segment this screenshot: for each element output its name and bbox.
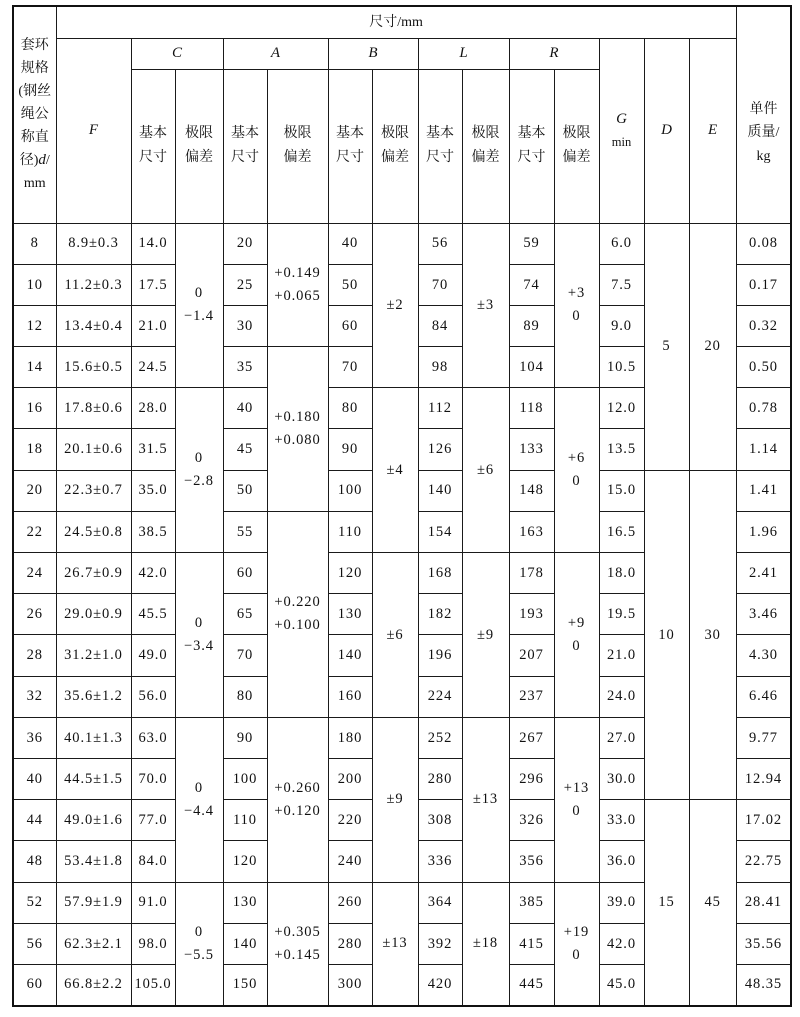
B-basic-cell: 300 xyxy=(328,964,372,1005)
spec-d-cell: 10 xyxy=(13,264,56,305)
G-header xyxy=(599,38,644,223)
unit-mass-cell: 1.41 xyxy=(736,470,791,511)
C-basic-header xyxy=(131,69,175,223)
limit-deviation-label: 极限偏差 xyxy=(562,126,591,165)
spec-d-cell: 48 xyxy=(13,841,56,882)
B-basic-header xyxy=(328,69,372,223)
spec-d-cell: 40 xyxy=(13,758,56,799)
E-cell: 30 xyxy=(689,470,736,800)
B-basic-cell: 50 xyxy=(328,264,372,305)
G-min-cell: 9.0 xyxy=(599,305,644,346)
B-basic-cell: 280 xyxy=(328,923,372,964)
A-basic-cell: 25 xyxy=(223,264,267,305)
table-row xyxy=(13,223,791,264)
G-min-cell: 12.0 xyxy=(599,388,644,429)
basic-size-label: 基本尺寸 xyxy=(517,126,546,165)
A-group-header xyxy=(223,38,328,69)
A-deviation-cell xyxy=(267,511,328,717)
A-basic-cell: 30 xyxy=(223,305,267,346)
A-basic-cell: 80 xyxy=(223,676,267,717)
B-basic-cell: 40 xyxy=(328,223,372,264)
spec-header xyxy=(13,6,56,223)
F-cell: 26.7±0.9 xyxy=(56,553,131,594)
C-basic-cell: 14.0 xyxy=(131,223,175,264)
A-deviation-lower: +0.065 xyxy=(274,287,321,304)
unit-mass-cell: 0.08 xyxy=(736,223,791,264)
F-cell: 35.6±1.2 xyxy=(56,676,131,717)
L-basic-cell: 56 xyxy=(418,223,462,264)
table-body xyxy=(13,223,791,1006)
C-deviation-upper: 0 xyxy=(194,450,204,467)
B-basic-cell: 140 xyxy=(328,635,372,676)
B-basic-cell: 90 xyxy=(328,429,372,470)
C-basic-cell: 70.0 xyxy=(131,758,175,799)
L-deviation-header xyxy=(462,69,509,223)
G-label: G xyxy=(616,110,627,127)
spec-d-cell: 14 xyxy=(13,347,56,388)
L-basic-cell: 126 xyxy=(418,429,462,470)
header-row xyxy=(13,38,791,69)
A-basic-cell: 50 xyxy=(223,470,267,511)
A-basic-cell: 130 xyxy=(223,882,267,923)
R-deviation-cell xyxy=(554,388,599,553)
C-basic-cell: 21.0 xyxy=(131,305,175,346)
dimensions-header xyxy=(56,6,736,38)
unit-mass-header-line: 单件 xyxy=(749,101,778,117)
R-basic-cell: 445 xyxy=(509,964,554,1005)
dimensions-label: 尺寸/mm xyxy=(369,14,423,30)
A-deviation-lower: +0.080 xyxy=(274,431,321,448)
basic-size-label: 基本尺寸 xyxy=(231,126,259,165)
R-basic-cell: 148 xyxy=(509,470,554,511)
A-group-label: A xyxy=(270,45,281,61)
C-group-header xyxy=(131,38,223,69)
B-deviation-cell: ±2 xyxy=(372,223,418,388)
A-deviation-upper: +0.220 xyxy=(274,594,321,611)
R-basic-cell: 326 xyxy=(509,800,554,841)
L-basic-cell: 364 xyxy=(418,882,462,923)
unit-mass-cell: 17.02 xyxy=(736,800,791,841)
unit-mass-cell: 9.77 xyxy=(736,717,791,758)
spec-d-cell: 16 xyxy=(13,388,56,429)
A-basic-cell: 90 xyxy=(223,717,267,758)
G-min-cell: 6.0 xyxy=(599,223,644,264)
R-deviation-cell xyxy=(554,553,599,718)
G-min-cell: 24.0 xyxy=(599,676,644,717)
C-basic-cell: 49.0 xyxy=(131,635,175,676)
spec-d-cell: 12 xyxy=(13,305,56,346)
spec-symbol: d xyxy=(38,152,46,169)
C-basic-cell: 42.0 xyxy=(131,553,175,594)
R-deviation-cell xyxy=(554,882,599,1006)
C-deviation-cell xyxy=(175,553,223,718)
basic-size-label: 基本尺寸 xyxy=(139,126,167,165)
R-deviation-upper: +6 xyxy=(567,450,586,467)
C-basic-cell: 91.0 xyxy=(131,882,175,923)
F-cell: 57.9±1.9 xyxy=(56,882,131,923)
C-basic-cell: 17.5 xyxy=(131,264,175,305)
L-basic-cell: 308 xyxy=(418,800,462,841)
L-basic-cell: 420 xyxy=(418,964,462,1005)
B-basic-cell: 240 xyxy=(328,841,372,882)
B-basic-cell: 220 xyxy=(328,800,372,841)
B-basic-cell: 60 xyxy=(328,305,372,346)
B-deviation-cell: ±4 xyxy=(372,388,418,553)
C-basic-cell: 98.0 xyxy=(131,923,175,964)
R-basic-cell: 207 xyxy=(509,635,554,676)
R-basic-cell: 163 xyxy=(509,511,554,552)
L-basic-cell: 70 xyxy=(418,264,462,305)
C-deviation-upper: 0 xyxy=(194,923,204,940)
unit-mass-cell: 28.41 xyxy=(736,882,791,923)
L-basic-cell: 224 xyxy=(418,676,462,717)
B-basic-cell: 110 xyxy=(328,511,372,552)
A-basic-cell: 20 xyxy=(223,223,267,264)
C-basic-cell: 31.5 xyxy=(131,429,175,470)
F-cell: 11.2±0.3 xyxy=(56,264,131,305)
L-basic-cell: 392 xyxy=(418,923,462,964)
G-min-cell: 21.0 xyxy=(599,635,644,676)
unit-mass-cell: 35.56 xyxy=(736,923,791,964)
R-basic-cell: 296 xyxy=(509,758,554,799)
C-basic-cell: 105.0 xyxy=(131,964,175,1005)
R-basic-cell: 59 xyxy=(509,223,554,264)
basic-size-label: 基本尺寸 xyxy=(426,126,454,165)
spec-d-cell: 52 xyxy=(13,882,56,923)
L-deviation-cell: ±13 xyxy=(462,717,509,882)
spec-d-cell: 8 xyxy=(13,223,56,264)
D-cell: 15 xyxy=(644,800,689,1006)
F-cell: 53.4±1.8 xyxy=(56,841,131,882)
header-row xyxy=(13,6,791,38)
F-label: F xyxy=(88,122,99,138)
F-cell: 49.0±1.6 xyxy=(56,800,131,841)
G-min-label: min xyxy=(611,134,632,149)
C-basic-cell: 28.0 xyxy=(131,388,175,429)
L-deviation-cell: ±18 xyxy=(462,882,509,1006)
spec-d-cell: 28 xyxy=(13,635,56,676)
B-basic-cell: 80 xyxy=(328,388,372,429)
G-min-cell: 36.0 xyxy=(599,841,644,882)
spec-header-text: 径) xyxy=(19,153,39,169)
E-cell: 45 xyxy=(689,800,736,1006)
spec-d-cell: 56 xyxy=(13,923,56,964)
spec-header-line: 绳公 xyxy=(20,107,49,123)
A-basic-cell: 110 xyxy=(223,800,267,841)
C-deviation-upper: 0 xyxy=(194,285,204,302)
C-deviation-lower: −3.4 xyxy=(184,637,214,654)
D-header xyxy=(644,38,689,223)
unit-mass-cell: 12.94 xyxy=(736,758,791,799)
C-deviation-upper: 0 xyxy=(194,614,204,631)
R-deviation-lower: 0 xyxy=(572,946,581,963)
D-cell: 10 xyxy=(644,470,689,800)
A-basic-cell: 140 xyxy=(223,923,267,964)
E-cell: 20 xyxy=(689,223,736,470)
F-cell: 40.1±1.3 xyxy=(56,717,131,758)
L-basic-header xyxy=(418,69,462,223)
G-min-cell: 30.0 xyxy=(599,758,644,799)
A-deviation-upper: +0.305 xyxy=(274,923,321,940)
R-basic-cell: 356 xyxy=(509,841,554,882)
R-basic-cell: 118 xyxy=(509,388,554,429)
table-header xyxy=(13,6,791,223)
A-basic-cell: 70 xyxy=(223,635,267,676)
unit-mass-cell: 1.14 xyxy=(736,429,791,470)
G-min-cell: 13.5 xyxy=(599,429,644,470)
R-group-label: R xyxy=(549,45,559,61)
unit-mass-cell: 0.17 xyxy=(736,264,791,305)
L-basic-cell: 182 xyxy=(418,594,462,635)
A-basic-cell: 65 xyxy=(223,594,267,635)
A-deviation-upper: +0.260 xyxy=(274,779,321,796)
G-min-cell: 39.0 xyxy=(599,882,644,923)
unit-mass-header-line: 质量/ xyxy=(747,125,780,140)
E-header xyxy=(689,38,736,223)
E-label: E xyxy=(708,122,718,138)
A-basic-cell: 60 xyxy=(223,553,267,594)
L-basic-cell: 98 xyxy=(418,347,462,388)
B-deviation-cell: ±6 xyxy=(372,553,418,718)
R-deviation-upper: +9 xyxy=(567,614,586,631)
L-group-label: L xyxy=(459,45,468,61)
L-basic-cell: 196 xyxy=(418,635,462,676)
B-basic-cell: 120 xyxy=(328,553,372,594)
spec-d-cell: 36 xyxy=(13,717,56,758)
B-deviation-cell: ±13 xyxy=(372,882,418,1006)
R-deviation-lower: 0 xyxy=(572,802,581,819)
L-basic-cell: 154 xyxy=(418,511,462,552)
G-min-cell: 10.5 xyxy=(599,347,644,388)
L-basic-cell: 280 xyxy=(418,758,462,799)
F-cell: 29.0±0.9 xyxy=(56,594,131,635)
L-basic-cell: 140 xyxy=(418,470,462,511)
spec-d-cell: 24 xyxy=(13,553,56,594)
R-deviation-cell xyxy=(554,223,599,388)
R-basic-cell: 415 xyxy=(509,923,554,964)
F-cell: 13.4±0.4 xyxy=(56,305,131,346)
F-cell: 66.8±2.2 xyxy=(56,964,131,1005)
spec-d-cell: 32 xyxy=(13,676,56,717)
G-min-cell: 33.0 xyxy=(599,800,644,841)
L-group-header xyxy=(418,38,509,69)
B-deviation-header xyxy=(372,69,418,223)
R-basic-cell: 385 xyxy=(509,882,554,923)
L-basic-cell: 336 xyxy=(418,841,462,882)
C-deviation-lower: −5.5 xyxy=(184,946,214,963)
C-deviation-upper: 0 xyxy=(194,779,204,796)
unit-mass-cell: 2.41 xyxy=(736,553,791,594)
F-cell: 17.8±0.6 xyxy=(56,388,131,429)
A-deviation-upper: +0.149 xyxy=(274,264,321,281)
C-basic-cell: 63.0 xyxy=(131,717,175,758)
C-group-label: C xyxy=(171,45,182,61)
spec-d-cell: 60 xyxy=(13,964,56,1005)
G-min-cell: 19.5 xyxy=(599,594,644,635)
unit-mass-cell: 6.46 xyxy=(736,676,791,717)
L-deviation-cell: ±9 xyxy=(462,553,509,718)
B-basic-cell: 180 xyxy=(328,717,372,758)
basic-size-label: 基本尺寸 xyxy=(336,126,364,165)
A-basic-cell: 150 xyxy=(223,964,267,1005)
G-min-cell: 7.5 xyxy=(599,264,644,305)
G-min-cell: 15.0 xyxy=(599,470,644,511)
B-group-header xyxy=(328,38,418,69)
unit-mass-cell: 0.50 xyxy=(736,347,791,388)
A-basic-cell: 120 xyxy=(223,841,267,882)
spec-header-line: (钢丝 xyxy=(18,84,52,100)
F-cell: 62.3±2.1 xyxy=(56,923,131,964)
unit-mass-cell: 3.46 xyxy=(736,594,791,635)
B-basic-cell: 130 xyxy=(328,594,372,635)
A-deviation-cell xyxy=(267,882,328,1006)
R-deviation-lower: 0 xyxy=(572,308,581,325)
B-basic-cell: 160 xyxy=(328,676,372,717)
C-basic-cell: 45.5 xyxy=(131,594,175,635)
D-label: D xyxy=(661,122,672,138)
spec-unit: mm xyxy=(23,176,46,192)
spec-header-line xyxy=(14,149,56,172)
R-basic-header xyxy=(509,69,554,223)
C-basic-cell: 84.0 xyxy=(131,841,175,882)
R-deviation-upper: +3 xyxy=(567,285,586,302)
unit-mass-cell: 22.75 xyxy=(736,841,791,882)
unit-mass-cell: 0.78 xyxy=(736,388,791,429)
unit-mass-cell: 48.35 xyxy=(736,964,791,1005)
F-cell: 24.5±0.8 xyxy=(56,511,131,552)
A-basic-header xyxy=(223,69,267,223)
C-basic-cell: 38.5 xyxy=(131,511,175,552)
spec-header-line: 规格 xyxy=(20,61,49,77)
R-basic-cell: 133 xyxy=(509,429,554,470)
unit-mass-cell: 1.96 xyxy=(736,511,791,552)
C-basic-cell: 24.5 xyxy=(131,347,175,388)
C-deviation-cell xyxy=(175,882,223,1006)
B-basic-cell: 260 xyxy=(328,882,372,923)
spec-d-cell: 26 xyxy=(13,594,56,635)
unit-mass-cell: 4.30 xyxy=(736,635,791,676)
B-basic-cell: 200 xyxy=(328,758,372,799)
spec-d-cell: 18 xyxy=(13,429,56,470)
R-basic-cell: 104 xyxy=(509,347,554,388)
R-deviation-lower: 0 xyxy=(572,473,581,490)
A-deviation-lower: +0.145 xyxy=(274,946,321,963)
B-deviation-cell: ±9 xyxy=(372,717,418,882)
A-basic-cell: 35 xyxy=(223,347,267,388)
R-deviation-cell xyxy=(554,717,599,882)
spec-header-line: 称直 xyxy=(20,130,49,146)
R-deviation-header xyxy=(554,69,599,223)
spec-d-cell: 20 xyxy=(13,470,56,511)
L-basic-cell: 252 xyxy=(418,717,462,758)
A-deviation-upper: +0.180 xyxy=(274,408,321,425)
L-deviation-cell: ±6 xyxy=(462,388,509,553)
F-cell: 15.6±0.5 xyxy=(56,347,131,388)
C-deviation-lower: −1.4 xyxy=(184,308,214,325)
limit-deviation-label: 极限偏差 xyxy=(283,126,312,165)
A-deviation-lower: +0.100 xyxy=(274,617,321,634)
limit-deviation-label: 极限偏差 xyxy=(471,126,500,165)
A-deviation-cell xyxy=(267,223,328,347)
A-basic-cell: 40 xyxy=(223,388,267,429)
C-deviation-lower: −4.4 xyxy=(184,802,214,819)
R-deviation-upper: +13 xyxy=(563,779,590,796)
L-basic-cell: 168 xyxy=(418,553,462,594)
R-deviation-lower: 0 xyxy=(572,637,581,654)
spec-d-cell: 22 xyxy=(13,511,56,552)
G-min-cell: 27.0 xyxy=(599,717,644,758)
R-group-header xyxy=(509,38,599,69)
spec-table xyxy=(12,5,792,1007)
D-cell: 5 xyxy=(644,223,689,470)
C-deviation-cell xyxy=(175,717,223,882)
R-basic-cell: 178 xyxy=(509,553,554,594)
spec-d-cell: 44 xyxy=(13,800,56,841)
G-min-cell: 42.0 xyxy=(599,923,644,964)
R-basic-cell: 89 xyxy=(509,305,554,346)
unit-mass-header-line: kg xyxy=(756,148,771,164)
R-basic-cell: 267 xyxy=(509,717,554,758)
L-basic-cell: 84 xyxy=(418,305,462,346)
spec-header-slash: / xyxy=(45,153,50,169)
R-basic-cell: 193 xyxy=(509,594,554,635)
G-min-cell: 16.5 xyxy=(599,511,644,552)
L-basic-cell: 112 xyxy=(418,388,462,429)
B-basic-cell: 100 xyxy=(328,470,372,511)
limit-deviation-label: 极限偏差 xyxy=(381,126,409,165)
A-deviation-cell xyxy=(267,347,328,512)
C-deviation-cell xyxy=(175,388,223,553)
C-basic-cell: 77.0 xyxy=(131,800,175,841)
B-basic-cell: 70 xyxy=(328,347,372,388)
G-min-cell: 18.0 xyxy=(599,553,644,594)
limit-deviation-label: 极限偏差 xyxy=(185,126,213,165)
A-deviation-cell xyxy=(267,717,328,882)
C-deviation-cell xyxy=(175,223,223,388)
unit-mass-cell: 0.32 xyxy=(736,305,791,346)
C-basic-cell: 56.0 xyxy=(131,676,175,717)
A-basic-cell: 100 xyxy=(223,758,267,799)
F-cell: 20.1±0.6 xyxy=(56,429,131,470)
F-cell: 22.3±0.7 xyxy=(56,470,131,511)
G-min-cell: 45.0 xyxy=(599,964,644,1005)
R-deviation-upper: +19 xyxy=(563,923,590,940)
F-cell: 8.9±0.3 xyxy=(56,223,131,264)
C-deviation-lower: −2.8 xyxy=(184,473,214,490)
A-basic-cell: 55 xyxy=(223,511,267,552)
A-deviation-header xyxy=(267,69,328,223)
L-deviation-cell: ±3 xyxy=(462,223,509,388)
R-basic-cell: 237 xyxy=(509,676,554,717)
R-basic-cell: 74 xyxy=(509,264,554,305)
unit-mass-header xyxy=(736,6,791,223)
F-header xyxy=(56,38,131,223)
B-group-label: B xyxy=(368,45,378,61)
C-basic-cell: 35.0 xyxy=(131,470,175,511)
A-deviation-lower: +0.120 xyxy=(274,802,321,819)
F-cell: 31.2±1.0 xyxy=(56,635,131,676)
A-basic-cell: 45 xyxy=(223,429,267,470)
C-deviation-header xyxy=(175,69,223,223)
spec-header-line: 套环 xyxy=(20,38,49,54)
F-cell: 44.5±1.5 xyxy=(56,758,131,799)
